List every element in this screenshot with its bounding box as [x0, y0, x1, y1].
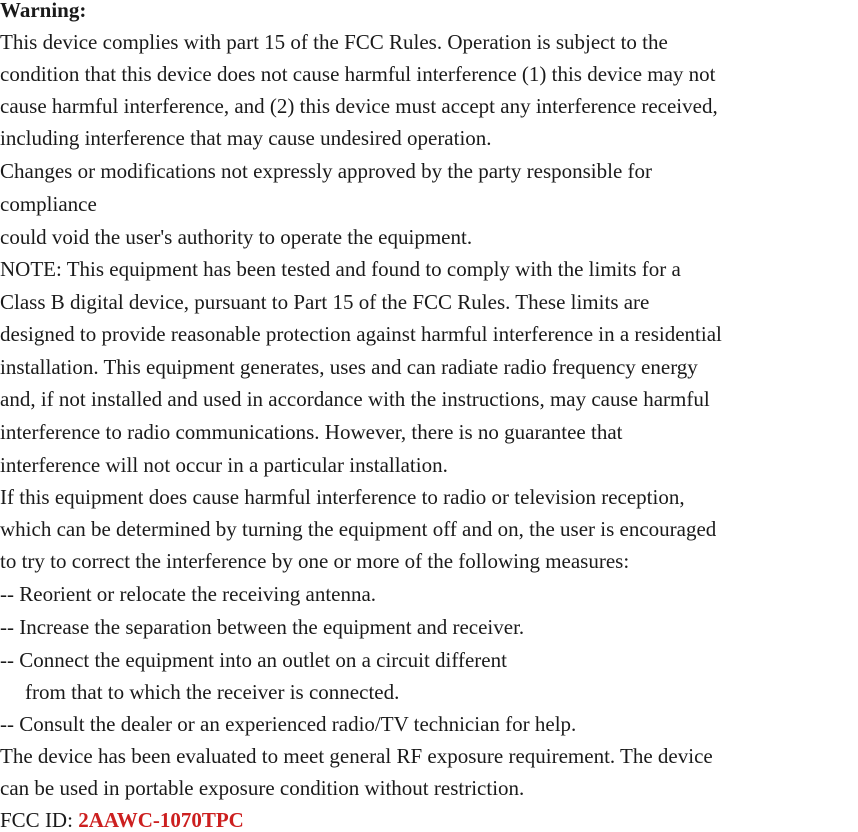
paragraph-line: interference will not occur in a particular installation.: [0, 453, 448, 477]
measure-item: -- Consult the dealer or an experienced radio/TV technician for help.: [0, 712, 577, 736]
paragraph-line: compliance: [0, 192, 97, 216]
paragraph-line: can be used in portable exposure condition without restriction.: [0, 776, 525, 800]
paragraph-line: to try to correct the interference by one or more of the following measures:: [0, 549, 630, 573]
paragraph-line: This device complies with part 15 of the FCC Rules. Operation is subject to the: [0, 30, 668, 54]
measure-item: -- Connect the equipment into an outlet on a circuit different: [0, 648, 507, 672]
paragraph-line: could void the user's authority to operate the equipment.: [0, 225, 473, 249]
fcc-id-value: 2AAWC-1070TPC: [78, 808, 244, 832]
paragraph-line: Changes or modifications not expressly approved by the party responsible for: [0, 159, 653, 183]
fcc-id-line: [0, 808, 244, 832]
paragraph-line: Class B digital device, pursuant to Part 15 of the FCC Rules. These limits are: [0, 290, 650, 314]
measure-item: -- Reorient or relocate the receiving antenna.: [0, 582, 377, 606]
paragraph-line: including interference that may cause undesired operation.: [0, 126, 492, 150]
paragraph-line: NOTE: This equipment has been tested and found to comply with the limits for a: [0, 257, 681, 281]
paragraph-line: and, if not installed and used in accordance with the instructions, may cause harmful: [0, 387, 710, 411]
paragraph-line: If this equipment does cause harmful interference to radio or television reception,: [0, 485, 685, 509]
warning-heading: Warning:: [0, 0, 87, 22]
paragraph-line: installation. This equipment generates, uses and can radiate radio frequency energy: [0, 355, 698, 379]
paragraph-line: cause harmful interference, and (2) this device must accept any interference received,: [0, 94, 718, 118]
paragraph-line: condition that this device does not cause harmful interference (1) this device may not: [0, 62, 716, 86]
fcc-id-label: FCC ID:: [0, 808, 79, 832]
paragraph-line: designed to provide reasonable protection against harmful interference in a residential: [0, 322, 722, 346]
paragraph-line: which can be determined by turning the equipment off and on, the user is encouraged: [0, 517, 717, 541]
paragraph-line: The device has been evaluated to meet general RF exposure requirement. The device: [0, 744, 713, 768]
measure-item: -- Increase the separation between the equipment and receiver.: [0, 615, 525, 639]
paragraph-line: interference to radio communications. However, there is no guarantee that: [0, 420, 623, 444]
measure-item-continuation: from that to which the receiver is connected.: [25, 680, 400, 704]
